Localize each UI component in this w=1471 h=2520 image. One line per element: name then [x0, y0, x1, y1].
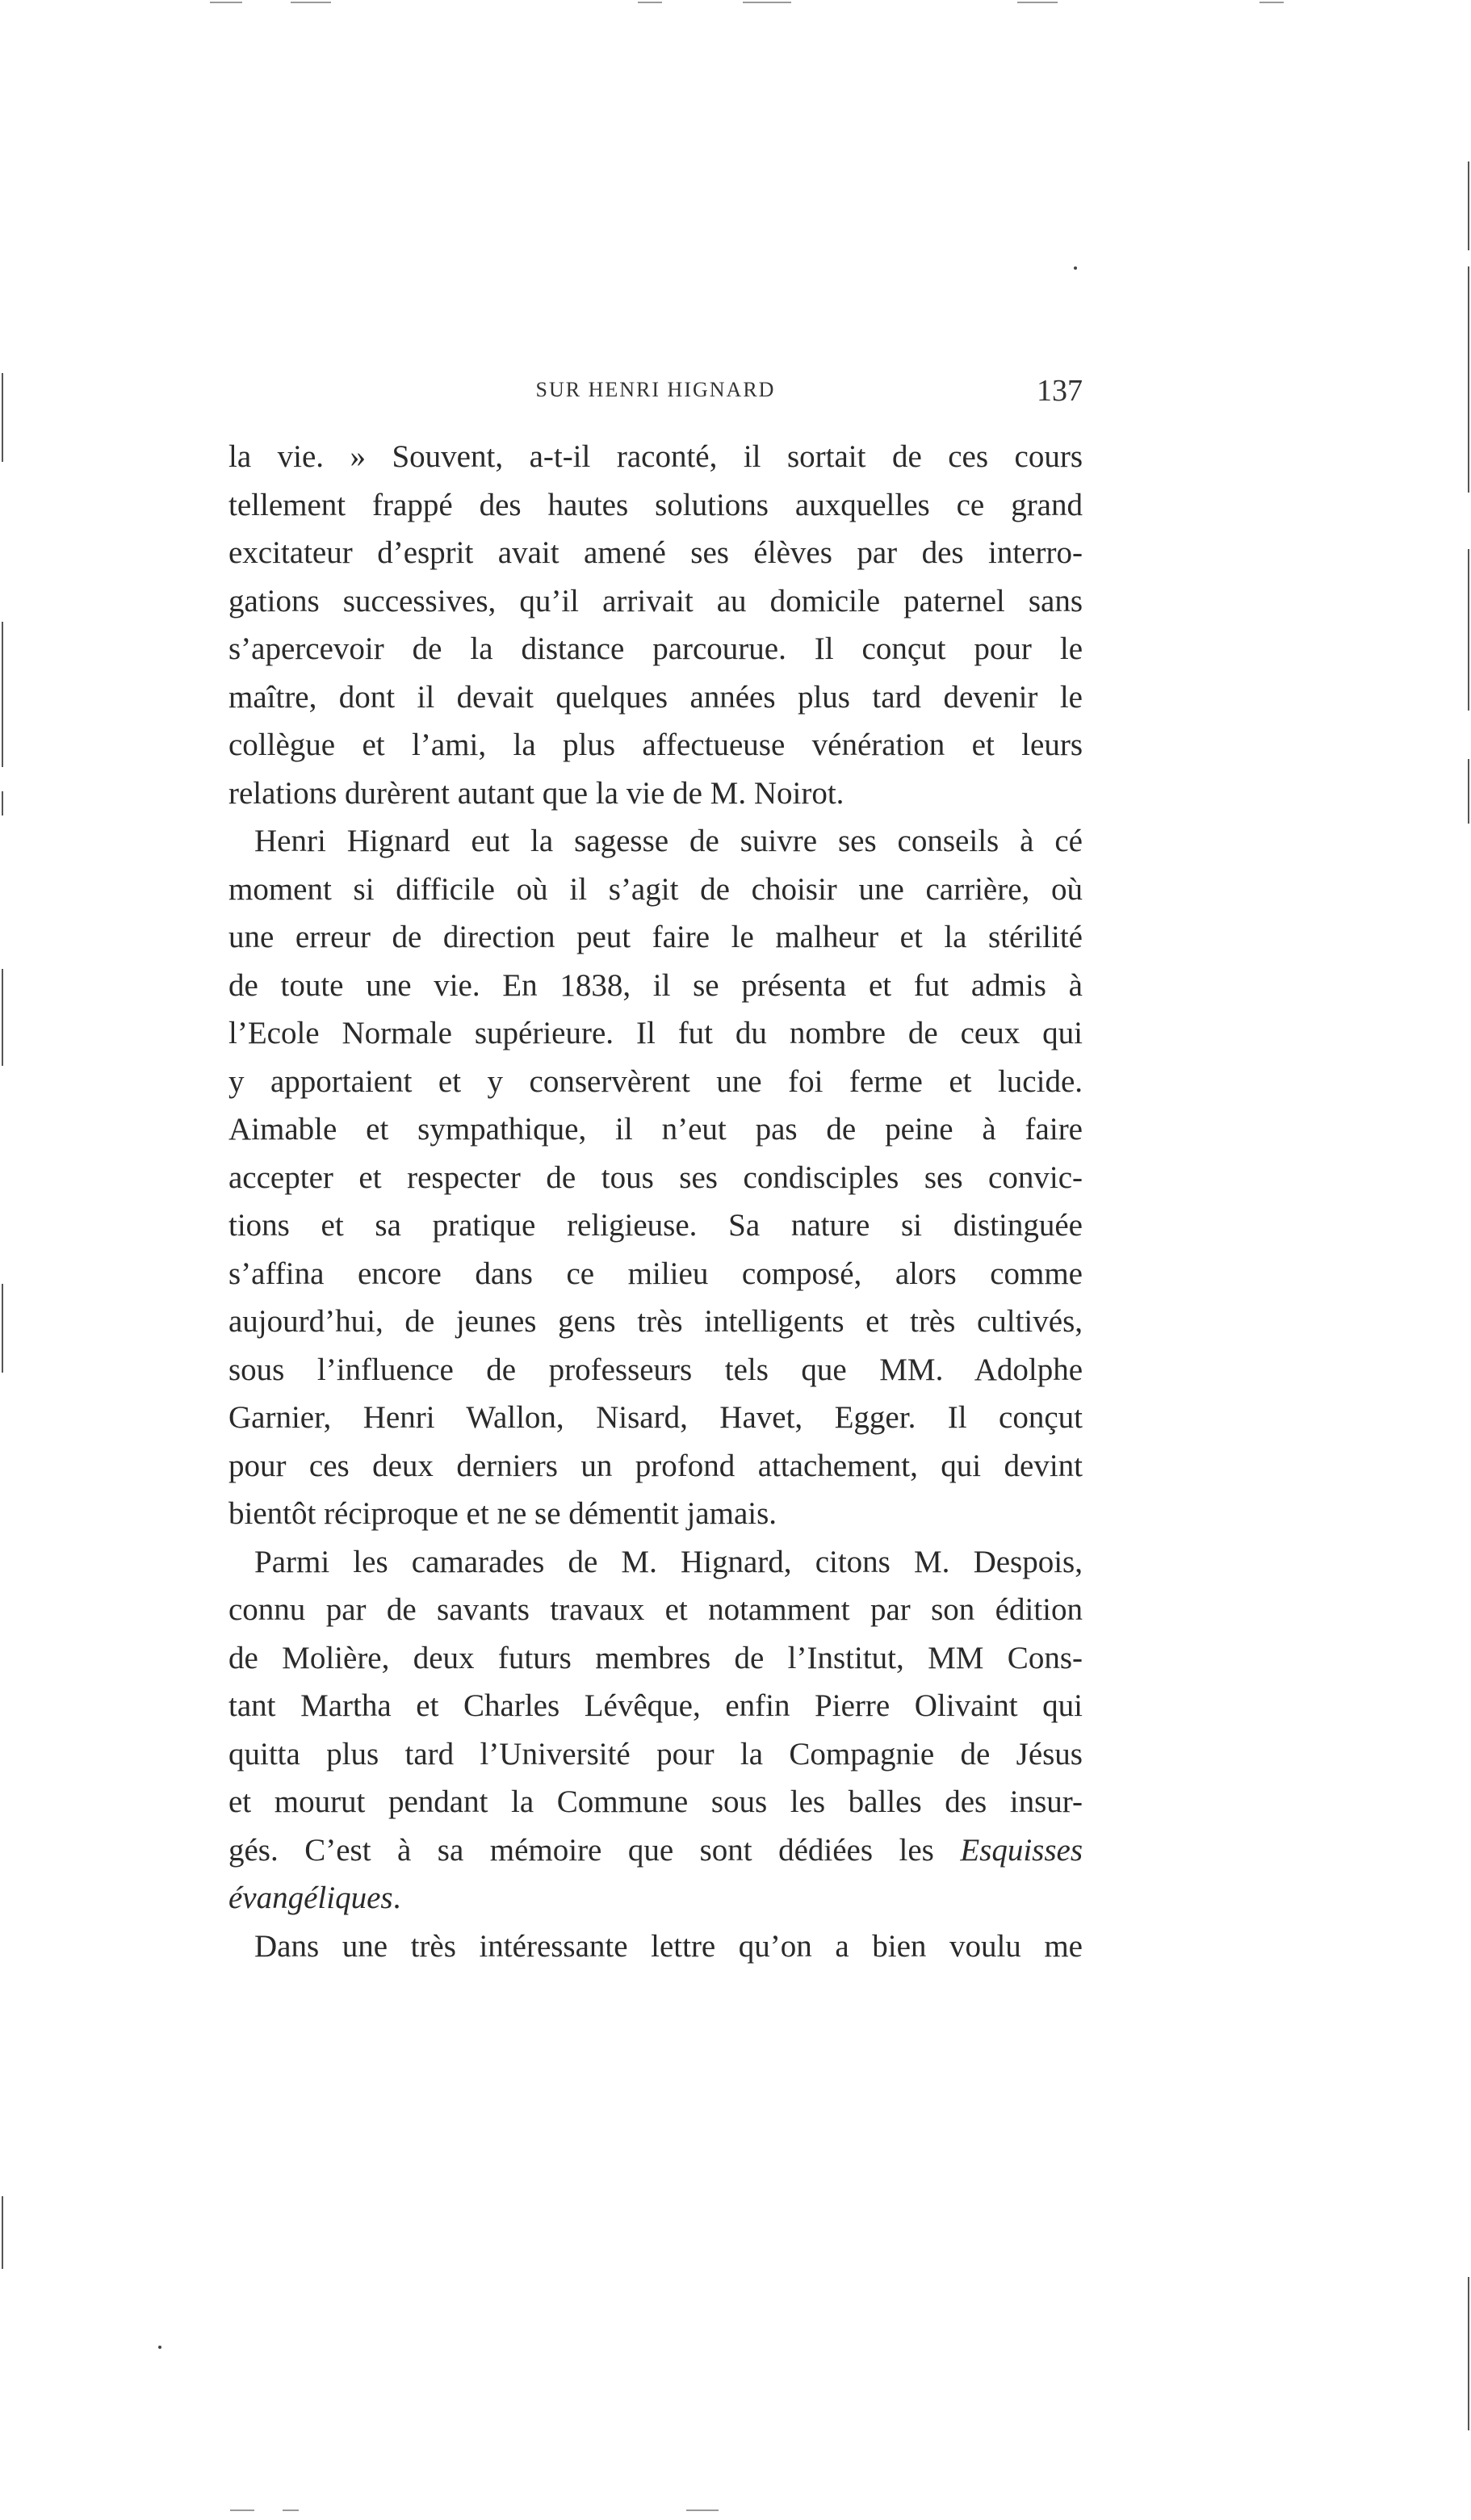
scan-mark-left-5: [2, 1284, 3, 1373]
scan-edge-top-3: [638, 2, 662, 3]
scan-mark-right-5: [1468, 2277, 1469, 2430]
paragraph-3: [228, 1538, 1083, 1922]
text-line: collègue et l’ami, la plus affectueuse vénération et leurs: [228, 727, 1083, 762]
text-line: l’Ecole Normale supérieure. Il fut du nombre de ceux qui: [228, 1016, 1083, 1050]
scan-mark-right-4: [1468, 759, 1469, 824]
text-fragment: .: [392, 1881, 401, 1915]
scan-mark-left-2: [2, 622, 3, 767]
scan-mark-left-1: [2, 373, 3, 462]
text-line: Aimable et sympathique, il n’eut pas de peine à faire: [228, 1112, 1083, 1147]
text-line: la vie. » Souvent, a-t-il raconté, il sortait de ces cours: [228, 439, 1083, 474]
text-line: excitateur d’esprit avait amené ses élèves par des interro-: [228, 535, 1083, 570]
text-line: et mourut pendant la Commune sous les balles des insur-: [228, 1784, 1083, 1819]
scan-edge-bottom-3: [686, 2510, 719, 2511]
scan-mark-right-3: [1468, 549, 1469, 711]
running-title: SUR HENRI HIGNARD: [535, 378, 776, 401]
text-line: de Molière, deux futurs membres de l’Institut, MM Cons-: [228, 1640, 1083, 1675]
scan-edge-top-5: [1017, 2, 1058, 3]
text-line: aujourd’hui, de jeunes gens très intelligents et très cultivés,: [228, 1304, 1083, 1339]
text-line: une erreur de direction peut faire le malheur et la stérilité: [228, 920, 1083, 954]
scan-edge-top-1: [210, 2, 242, 3]
body-text: [228, 433, 1083, 1970]
paragraph-4: [228, 1922, 1083, 1971]
text-fragment: gés. C’est à sa mémoire que sont dédiées les: [228, 1832, 961, 1868]
paragraph-1: [228, 433, 1083, 817]
text-line-with-title: [228, 1874, 1083, 1922]
scan-mark-left-4: [2, 969, 3, 1066]
text-line: tions et sa pratique religieuse. Sa nature si distinguée: [228, 1208, 1083, 1243]
scan-dot-2: [158, 2346, 161, 2349]
text-line: s’affina encore dans ce milieu composé, alors comme: [228, 1256, 1083, 1291]
text-line: gations successives, qu’il arrivait au domicile paternel sans: [228, 583, 1083, 618]
text-line: pour ces deux derniers un profond attachement, qui devint: [228, 1448, 1083, 1483]
text-line: Dans une très intéressante lettre qu’on a bien voulu me: [254, 1928, 1083, 1964]
running-head: [228, 373, 1083, 415]
scan-edge-top-6: [1259, 2, 1284, 3]
scan-edge-bottom-1: [230, 2510, 254, 2511]
text-line: de toute une vie. En 1838, il se présenta et fut admis à: [228, 967, 1083, 1003]
scan-edge-top-2: [291, 2, 331, 3]
text-line: accepter et respecter de tous ses condisciples ses convic-: [228, 1159, 1083, 1195]
scan-edge-top-4: [743, 2, 791, 3]
text-line: Parmi les camarades de M. Hignard, citons M. Despois,: [254, 1544, 1083, 1579]
text-line: y apportaient et y conservèrent une foi ferme et lucide.: [228, 1063, 1083, 1099]
scan-mark-left-6: [2, 2196, 3, 2269]
book-title-italic: évangéliques: [228, 1881, 393, 1915]
text-line: Garnier, Henri Wallon, Nisard, Havet, Egger. Il conçut: [228, 1400, 1083, 1435]
paragraph-2: [228, 817, 1083, 1538]
text-line: maître, dont il devait quelques années plus tard devenir le: [228, 679, 1083, 715]
text-line: connu par de savants travaux et notamment par son édition: [228, 1592, 1083, 1627]
page-number: 137: [1037, 374, 1083, 408]
text-line-with-title: [228, 1826, 1083, 1875]
text-line: bientôt réciproque et ne se démentit jamais.: [228, 1496, 777, 1531]
text-line: sous l’influence de professeurs tels que MM. Adolphe: [228, 1352, 1083, 1387]
text-line: Henri Hignard eut la sagesse de suivre ses conseils à cé: [254, 824, 1083, 858]
scan-mark-right-2: [1468, 266, 1469, 493]
text-line: quitta plus tard l’Université pour la Compagnie de Jésus: [228, 1736, 1083, 1772]
text-line: relations durèrent autant que la vie de M. Noirot.: [228, 775, 844, 811]
scan-dot-1: [1074, 266, 1077, 270]
book-title-italic: Esquisses: [960, 1832, 1083, 1868]
text-line: tellement frappé des hautes solutions auxquelles ce grand: [228, 487, 1083, 522]
text-line: s’apercevoir de la distance parcourue. Il conçut pour le: [228, 631, 1083, 666]
scan-mark-right-1: [1468, 161, 1469, 250]
text-line: tant Martha et Charles Lévêque, enfin Pierre Olivaint qui: [228, 1688, 1083, 1723]
scan-mark-left-3: [2, 791, 3, 816]
scan-edge-bottom-2: [283, 2510, 299, 2511]
text-line: moment si difficile où il s’agit de choisir une carrière, où: [228, 871, 1083, 907]
